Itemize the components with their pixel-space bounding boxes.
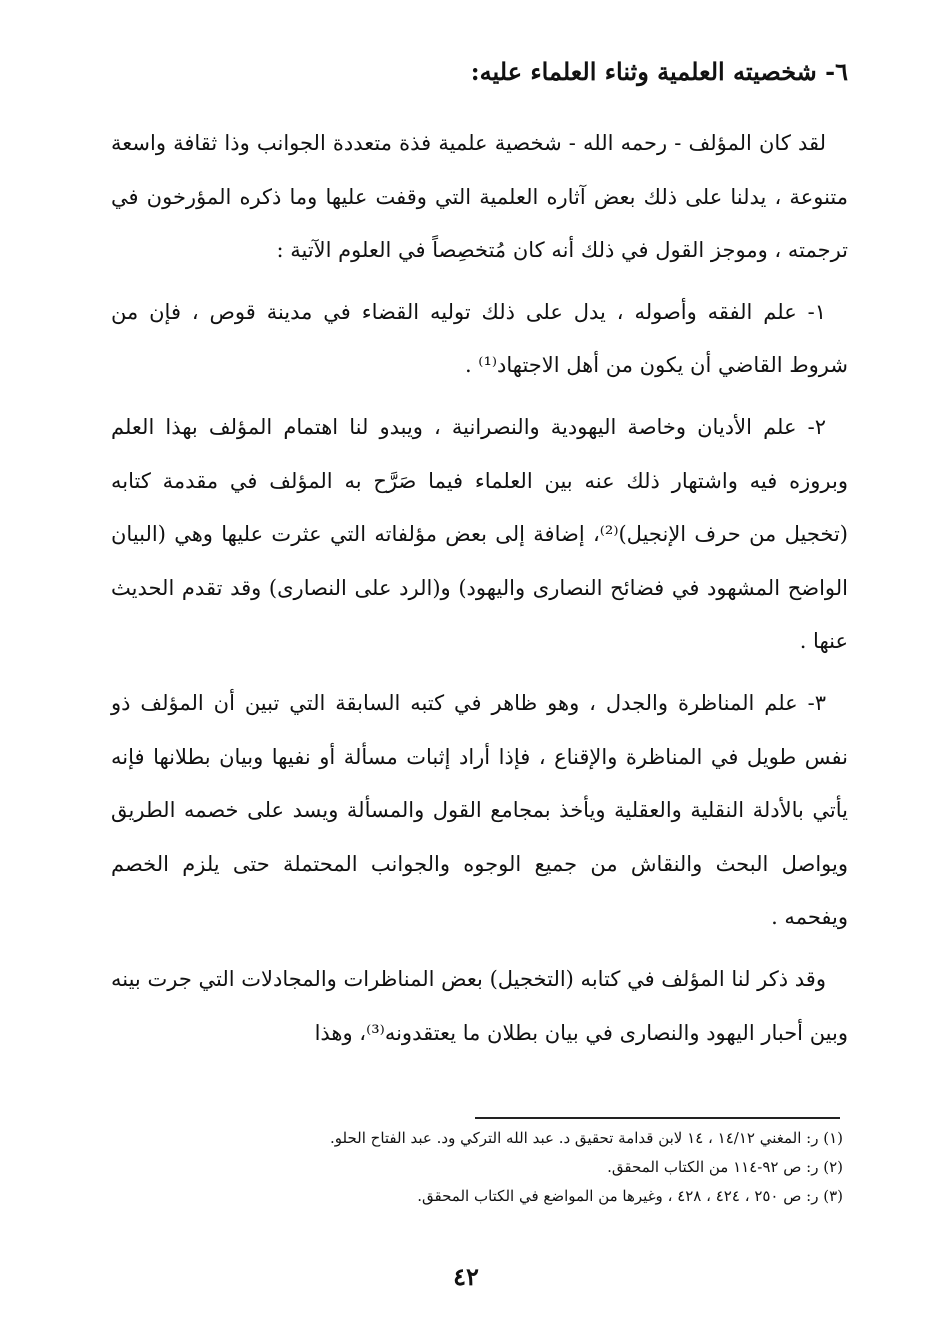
footnote-3: (٣) ر: ص ٢٥٠ ، ٤٢٤ ، ٤٢٨ ، وغيرها من المواضع في الكتاب المحقق. — [417, 1187, 843, 1205]
footnote-divider — [475, 1117, 840, 1119]
footnotes — [203, 1124, 843, 1211]
closing-paragraph: وقد ذكر لنا المؤلف في كتابه (التخجيل) بعض المناظرات والمجادلات التي جرت بينه وبين أحبار اليهود والنصارى في بيان بطلان ما يعتقدونه⁽³⁾، وهذا — [111, 966, 848, 1045]
intro-paragraph: لقد كان المؤلف - رحمه الله - شخصية علمية فذة متعددة الجوانب وذا ثقافة واسعة متنوعة ، يدلنا على ذلك بعض آثاره العلمية التي وقفت عليها وما ذكره المؤرخون في ترجمته ، وموجز القول في ذلك أنه كان مُتخصِصاً في العلوم الآتية : — [111, 131, 848, 263]
item-religions-paragraph: ٢- علم الأديان وخاصة اليهودية والنصرانية ، ويبدو لنا اهتمام المؤلف بهذا العلم وبروزه فيه واشتهار ذلك عنه بين العلماء فيما صَرَّح به المؤلف في مقدمة كتابه (تخجيل من حرف الإنجيل)⁽²⁾، إضافة إلى بعض مؤلفاته التي عثرت عليها وهي (البيان الواضح المشهود في فضائح النصارى واليهود) و(الرد على النصارى) وقد تقدم الحديث عنها . — [111, 414, 848, 654]
page-number: ٤٢ — [453, 1262, 479, 1291]
main-text — [111, 117, 848, 1068]
section-heading: ٦- شخصيته العلمية وثناء العلماء عليه: — [470, 57, 848, 86]
item-fiqh-paragraph: ١- علم الفقه وأصوله ، يدل على ذلك توليه القضاء في مدينة قوص ، فإن من شروط القاضي أن يكون من أهل الاجتهاد⁽¹⁾ . — [111, 299, 848, 378]
footnote-2: (٢) ر: ص ٩٢-١١٤ من الكتاب المحقق. — [607, 1158, 843, 1176]
item-debate-paragraph: ٣- علم المناظرة والجدل ، وهو ظاهر في كتبه السابقة التي تبين أن المؤلف ذو نفس طويل في المناظرة والإقناع ، فإذا أراد إثبات مسألة أو نفيها وبيان بطلانها فإنه يأتي بالأدلة النقلية والعقلية ويأخذ بمجامع القول والمسألة ويسد على خصمه الطريق ويواصل البحث والنقاش من جميع الوجوه والجوانب المحتملة حتى يلزم الخصم ويفحمه . — [111, 690, 848, 930]
footnote-1: (١) ر: المغني ١٤/١٢ ، ١٤ لابن قدامة تحقيق د. عبد الله التركي ود. عبد الفتاح الحلو. — [329, 1129, 843, 1147]
